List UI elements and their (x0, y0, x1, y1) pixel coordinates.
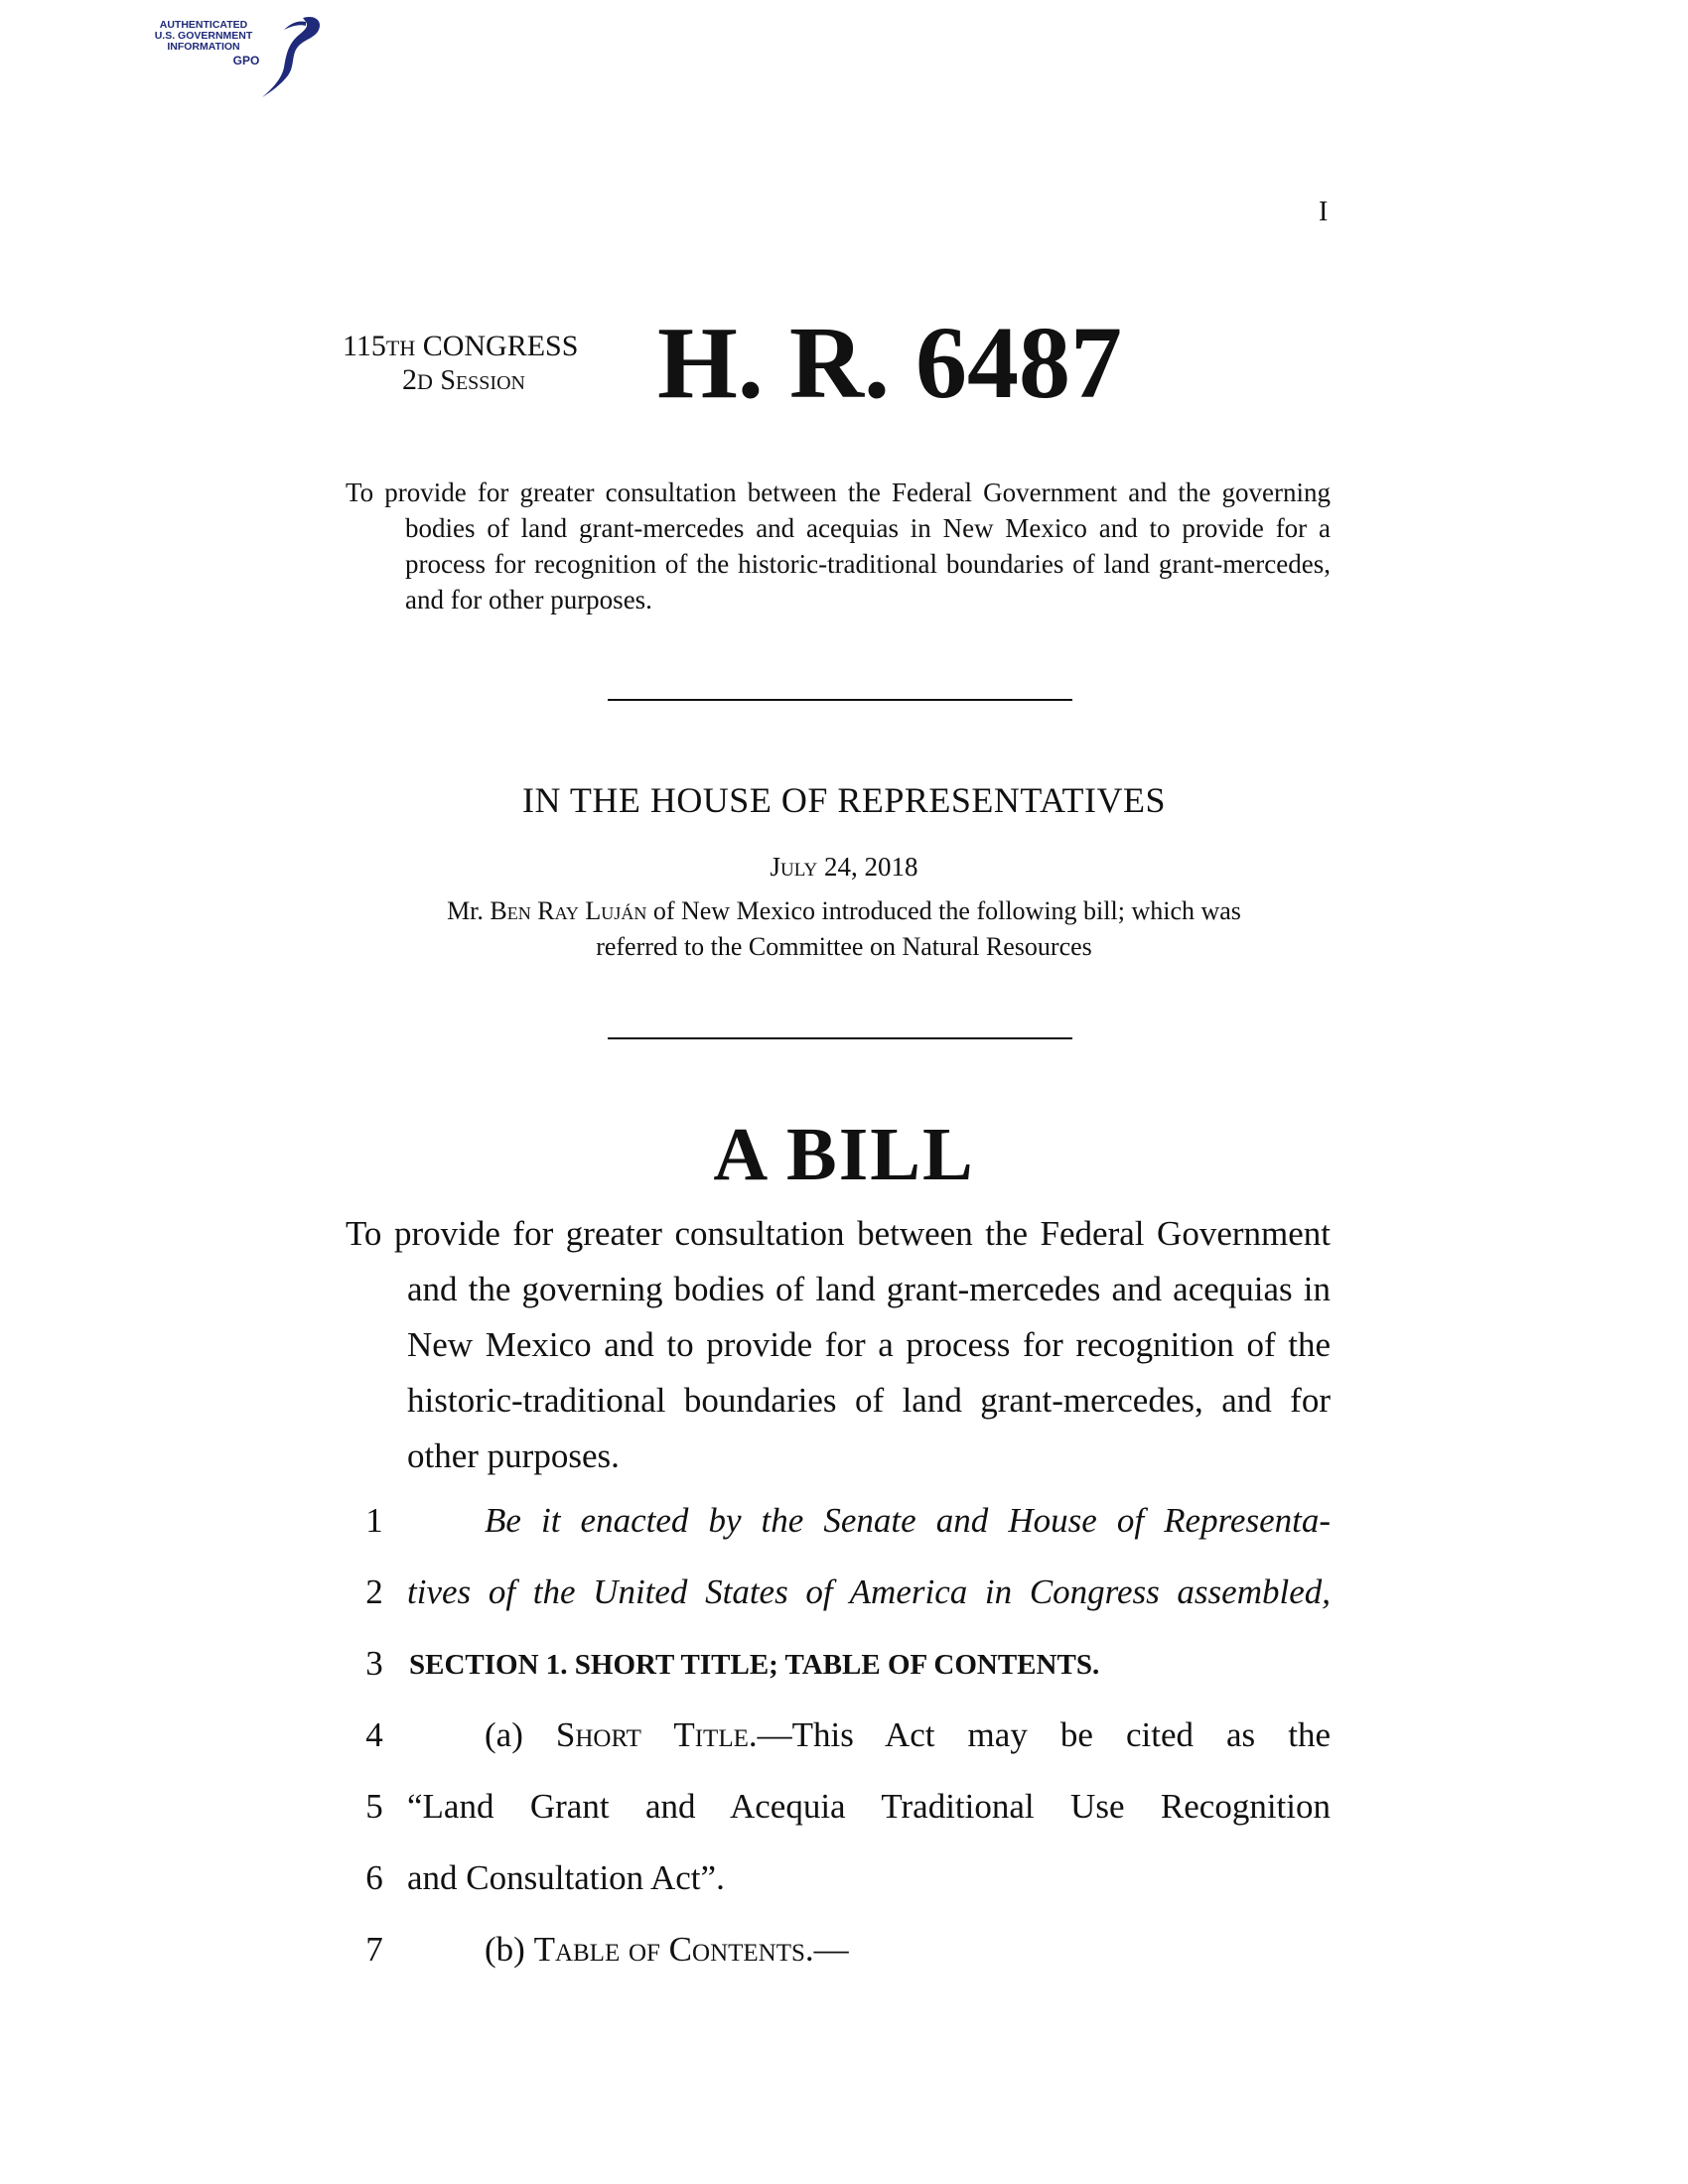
chamber-heading: IN THE HOUSE OF REPRESENTATIVES (522, 780, 1166, 820)
line-number: 2 (365, 1572, 383, 1611)
session-number: 2 (402, 363, 417, 396)
line-number: 1 (365, 1501, 383, 1540)
sponsor-prefix: Mr. (447, 896, 491, 925)
bill-heading: A BILL (713, 1113, 975, 1196)
subsection-label: (a) (485, 1715, 556, 1754)
congress-word: CONGRESS (422, 330, 579, 362)
eagle-logo-icon (248, 10, 328, 99)
line-number: 4 (365, 1715, 383, 1754)
session-line (402, 365, 525, 397)
subsection-text: .— (804, 1930, 849, 1969)
badge-line-4: GPO (232, 54, 260, 68)
introduction-line-2: referred to the Committee on Natural Resources (596, 932, 1092, 961)
divider-rule (608, 699, 1072, 701)
short-title-line (485, 1715, 1331, 1755)
congress-number: 115 (343, 330, 386, 362)
line-number: 3 (365, 1644, 383, 1683)
short-title-name-line: “Land Grant and Acequia Traditional Use Recognition (407, 1787, 1331, 1826)
line-number: 5 (365, 1787, 383, 1826)
short-purpose-text: To provide for greater consultation between the Federal Government and the governing bodies of land grant-mercedes and acequias in New Mexico and to provide for a process for recognition of the historic-traditional boundaries of land grant-mercedes, and for other purposes. (346, 478, 1331, 614)
bill-number: H. R. 6487 (657, 306, 1122, 420)
long-purpose-text: To provide for greater consultation between the Federal Government and the governing bodies of land grant-mercedes and acequias in New Mexico and to provide for a process for recognition of the historic-traditional boundaries of land grant-mercedes, and for other purposes. (346, 1214, 1331, 1475)
badge-line-1: AUTHENTICATED (159, 19, 248, 31)
sponsor-name: Ben Ray Luján (490, 896, 647, 925)
introduction-line-1: of New Mexico introduced the following bill; which was (646, 896, 1241, 925)
subsection-text: .—This Act may be cited as the (748, 1715, 1331, 1754)
gpo-authentication-badge (139, 10, 328, 99)
session-suffix: D (417, 369, 433, 394)
short-title-end-line: and Consultation Act”. (407, 1858, 725, 1897)
badge-line-2: U.S. GOVERNMENT (154, 30, 253, 42)
introduction-statement (343, 893, 1345, 965)
table-of-contents-line (485, 1930, 849, 1970)
subsection-label: (b) (485, 1930, 534, 1969)
page-marker: I (1319, 197, 1329, 227)
subsection-caption: Short Title (555, 1715, 749, 1754)
subsection-caption: Table of Contents (533, 1930, 805, 1969)
enacting-clause-line-1: Be it enacted by the Senate and House of Representa- (485, 1501, 1331, 1540)
line-number: 6 (365, 1858, 383, 1897)
section-heading: SECTION 1. SHORT TITLE; TABLE OF CONTENTS. (409, 1649, 1100, 1681)
line-number: 7 (365, 1930, 383, 1969)
congress-suffix: TH (385, 336, 416, 360)
session-word: Session (440, 365, 525, 396)
congress-line (343, 332, 578, 363)
enacting-clause-line-2: tives of the United States of America in Congress assembled, (407, 1572, 1331, 1611)
divider-rule (608, 1037, 1072, 1039)
badge-line-3: INFORMATION (167, 41, 240, 53)
introduction-date: July 24, 2018 (770, 852, 918, 882)
